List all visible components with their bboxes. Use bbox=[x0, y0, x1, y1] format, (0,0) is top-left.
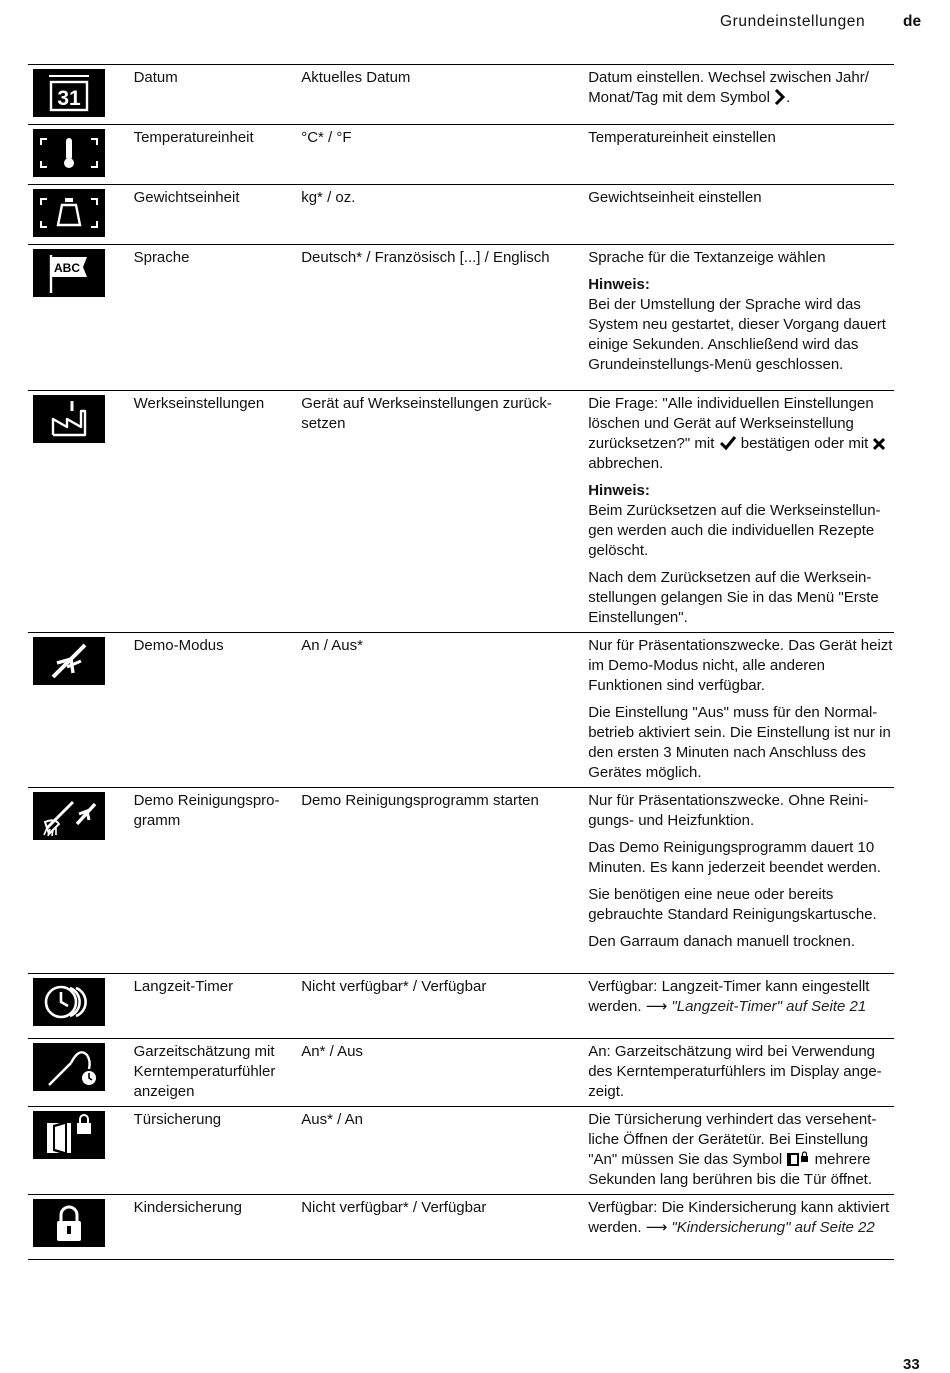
padlock-icon bbox=[33, 1199, 105, 1247]
note-text: Beim Zurücksetzen auf die Werkseinstellungen werden auch die individuellen Rezepte gelöscht. bbox=[588, 502, 881, 559]
setting-description: Temperatureinheit einstellen bbox=[588, 125, 894, 185]
setting-description bbox=[588, 65, 894, 125]
setting-value: Demo Reinigungsprogramm starten bbox=[301, 788, 588, 974]
flag-text: ABC bbox=[54, 261, 80, 275]
setting-value: °C* / °F bbox=[301, 125, 588, 185]
setting-name: Demo-Modus bbox=[134, 633, 302, 788]
table-row bbox=[28, 391, 894, 633]
long-timer-icon bbox=[33, 978, 105, 1026]
description-text: Den Garraum danach manuell trocknen. bbox=[588, 933, 855, 950]
setting-value: An / Aus* bbox=[301, 633, 588, 788]
table-row bbox=[28, 1039, 894, 1107]
setting-value: Nicht verfügbar* / Verfügbar bbox=[301, 974, 588, 1039]
setting-value: Aktuelles Datum bbox=[301, 65, 588, 125]
setting-value: kg* / oz. bbox=[301, 185, 588, 245]
page-number: 33 bbox=[903, 1356, 920, 1373]
setting-name: Datum bbox=[134, 65, 302, 125]
note-text: Bei der Umstellung der Sprache wird das System neu gestartet, dieser Vorgang dauert einige Sekunden. Anschließend wird das Grundeinstellungs-Menü geschlossen. bbox=[588, 296, 886, 373]
setting-description: An: Garzeitschätzung wird bei Verwendung des Kerntemperaturfühlers im Display angezeigt. bbox=[588, 1039, 894, 1107]
table-row bbox=[28, 633, 894, 788]
setting-name: Temperatureinheit bbox=[134, 125, 302, 185]
cross-reference-link[interactable]: "Langzeit-Timer" auf Seite 21 bbox=[671, 998, 867, 1015]
setting-description: Gewichtseinheit einstellen bbox=[588, 185, 894, 245]
table-row bbox=[28, 1195, 894, 1260]
setting-description bbox=[588, 1107, 894, 1195]
language-code: de bbox=[903, 13, 922, 30]
table-row bbox=[28, 974, 894, 1039]
description-text: Die Einstellung "Aus" muss für den Normalbetrieb aktiviert sein. Die Einstellung ist nur in den ersten 3 Minuten nach Anschluss des Gerätes möglich. bbox=[588, 704, 891, 781]
language-flag-icon bbox=[33, 249, 105, 297]
setting-value: Aus* / An bbox=[301, 1107, 588, 1195]
arrow-right-icon: ⟶ bbox=[645, 1219, 668, 1236]
description-text: Sprache für die Textanzeige wählen bbox=[588, 249, 826, 266]
table-row bbox=[28, 185, 894, 245]
calendar-icon bbox=[33, 69, 105, 117]
demo-cleaning-icon bbox=[33, 792, 105, 840]
settings-table bbox=[28, 64, 894, 1260]
setting-value: Gerät auf Werkseinstellungen zurücksetzen bbox=[301, 391, 588, 633]
table-row bbox=[28, 125, 894, 185]
setting-description bbox=[588, 633, 894, 788]
description-text: Nur für Präsentationszwecke. Ohne Reinigungs- und Heizfunktion. bbox=[588, 792, 869, 829]
setting-value: Nicht verfügbar* / Verfügbar bbox=[301, 1195, 588, 1260]
factory-icon bbox=[33, 395, 105, 443]
setting-description bbox=[588, 245, 894, 391]
description-text: Datum einstellen. Wechsel zwischen Jahr/ Monat/Tag mit dem Symbol bbox=[588, 69, 869, 106]
core-probe-icon bbox=[33, 1043, 105, 1091]
description-text: Die Türsicherung verhindert das versehentliche Öffnen der Gerätetür. Bei Einstellung "An" müssen Sie das Symbol bbox=[588, 1111, 877, 1168]
demo-mode-icon bbox=[33, 637, 105, 685]
description-text: bestätigen oder mit bbox=[740, 435, 869, 452]
description-text: Das Demo Reinigungsprogramm dauert 10 Minuten. Es kann jederzeit beendet werden. bbox=[588, 839, 881, 876]
description-text: Nur für Präsentationszwecke. Das Gerät heizt im Demo-Modus nicht, alle anderen Funktionen sind verfügbar. bbox=[588, 637, 893, 694]
calendar-day-text: 31 bbox=[57, 87, 81, 110]
note-label: Hinweis: bbox=[588, 482, 650, 499]
note-label: Hinweis: bbox=[588, 276, 650, 293]
table-row bbox=[28, 788, 894, 974]
thermometer-icon bbox=[33, 129, 105, 177]
setting-name: Kindersicherung bbox=[134, 1195, 302, 1260]
page-header-title: Grundeinstellungen bbox=[720, 13, 866, 30]
description-text: mehrere Sekunden lang berühren bis die Tür öffnet. bbox=[588, 1151, 873, 1188]
setting-value: An* / Aus bbox=[301, 1039, 588, 1107]
description-text: abbrechen. bbox=[588, 455, 664, 472]
setting-name: Türsicherung bbox=[134, 1107, 302, 1195]
cross-icon bbox=[873, 437, 885, 451]
setting-name: Garzeitschätzung mit Kerntemperaturfühler anzeigen bbox=[134, 1039, 302, 1107]
description-text: Verfügbar: Die Kindersicherung kann aktiviert werden. bbox=[588, 1199, 890, 1236]
setting-description bbox=[588, 788, 894, 974]
chevron-right-icon bbox=[774, 89, 786, 105]
setting-name: Sprache bbox=[134, 245, 302, 391]
checkmark-icon bbox=[719, 435, 737, 451]
table-row bbox=[28, 65, 894, 125]
door-lock-icon bbox=[33, 1111, 105, 1159]
door-lock-icon bbox=[786, 1151, 810, 1167]
setting-name: Demo Reinigungsprogramm bbox=[134, 788, 302, 974]
setting-description bbox=[588, 1195, 894, 1260]
table-row bbox=[28, 245, 894, 391]
description-text: Sie benötigen eine neue oder bereits gebrauchte Standard Reinigungskartusche. bbox=[588, 886, 877, 923]
setting-name: Werkseinstellungen bbox=[134, 391, 302, 633]
setting-description bbox=[588, 391, 894, 633]
setting-value: Deutsch* / Französisch [...] / Englisch bbox=[301, 245, 588, 391]
setting-name: Langzeit-Timer bbox=[134, 974, 302, 1039]
description-text: Die Frage: "Alle individuellen Einstellungen löschen und Gerät auf Werkseinstellung zurücksetzen?" mit bbox=[588, 395, 874, 452]
cross-reference-link[interactable]: "Kindersicherung" auf Seite 22 bbox=[671, 1219, 875, 1236]
weight-icon bbox=[33, 189, 105, 237]
description-end: . bbox=[786, 89, 791, 106]
setting-description bbox=[588, 974, 894, 1039]
table-row bbox=[28, 1107, 894, 1195]
description-text: Verfügbar: Langzeit-Timer kann eingestellt werden. bbox=[588, 978, 870, 1015]
setting-name: Gewichtseinheit bbox=[134, 185, 302, 245]
description-text: Nach dem Zurücksetzen auf die Werkseinstellungen gelangen Sie in das Menü "Erste Einstellungen". bbox=[588, 569, 879, 626]
arrow-right-icon: ⟶ bbox=[645, 998, 668, 1015]
